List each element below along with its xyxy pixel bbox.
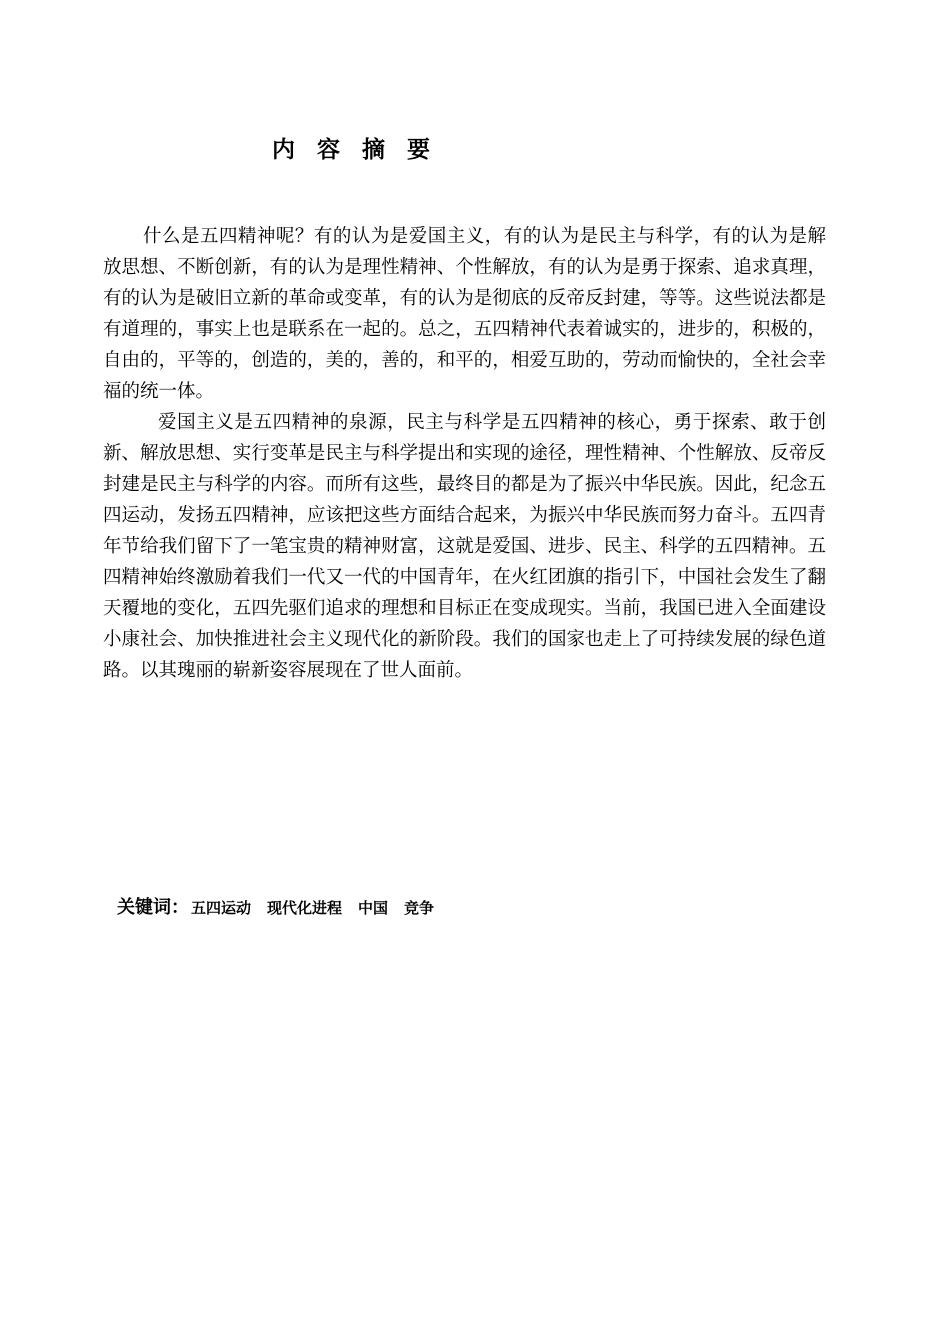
abstract-body (103, 221, 826, 686)
keywords-list (191, 899, 450, 917)
abstract-paragraph-1: 什么是五四精神呢？有的认为是爱国主义，有的认为是民主与科学，有的认为是解放思想、不断创新，有的认为是理性精神、个性解放，有的认为是勇于探索、追求真理，有的认为是破旧立新的革命或变革，有的认为是彻底的反帝反封建，等等。这些说法都是有道理的，事实上也是联系在一起的。总之，五四精神代表着诚实的，进步的，积极的，自由的，平等的，创造的，美的，善的，和平的，相爱互助的，劳动而愉快的，全社会幸福的统一体。 (103, 226, 826, 402)
keywords-line (117, 894, 450, 922)
keyword-item: 现代化进程 (267, 899, 343, 917)
keyword-item: 中国 (358, 899, 389, 917)
abstract-title: 内 容 摘 要 (272, 137, 438, 163)
keywords-label: 关键词： (117, 897, 189, 918)
abstract-paragraph-2: 爱国主义是五四精神的泉源，民主与科学是五四精神的核心，勇于探索、敢于创新、解放思想、实行变革是民主与科学提出和实现的途径，理性精神、个性解放、反帝反封建是民主与科学的内容。而所有这些，最终目的都是为了振兴中华民族。因此，纪念五四运动，发扬五四精神，应该把这些方面结合起来，为振兴中华民族而努力奋斗。五四青年节给我们留下了一笔宝贵的精神财富，这就是爱国、进步、民主、科学的五四精神。五四精神始终激励着我们一代又一代的中国青年，在火红团旗的指引下，中国社会发生了翻天覆地的变化，五四先驱们追求的理想和目标正在变成现实。当前，我国已进入全面建设小康社会、加快推进社会主义现代化的新阶段。我们的国家也走上了可持续发展的绿色道路。以其瑰丽的崭新姿容展现在了世人面前。 (103, 412, 826, 681)
keyword-item: 竞争 (404, 899, 435, 917)
keyword-item: 五四运动 (191, 899, 252, 917)
